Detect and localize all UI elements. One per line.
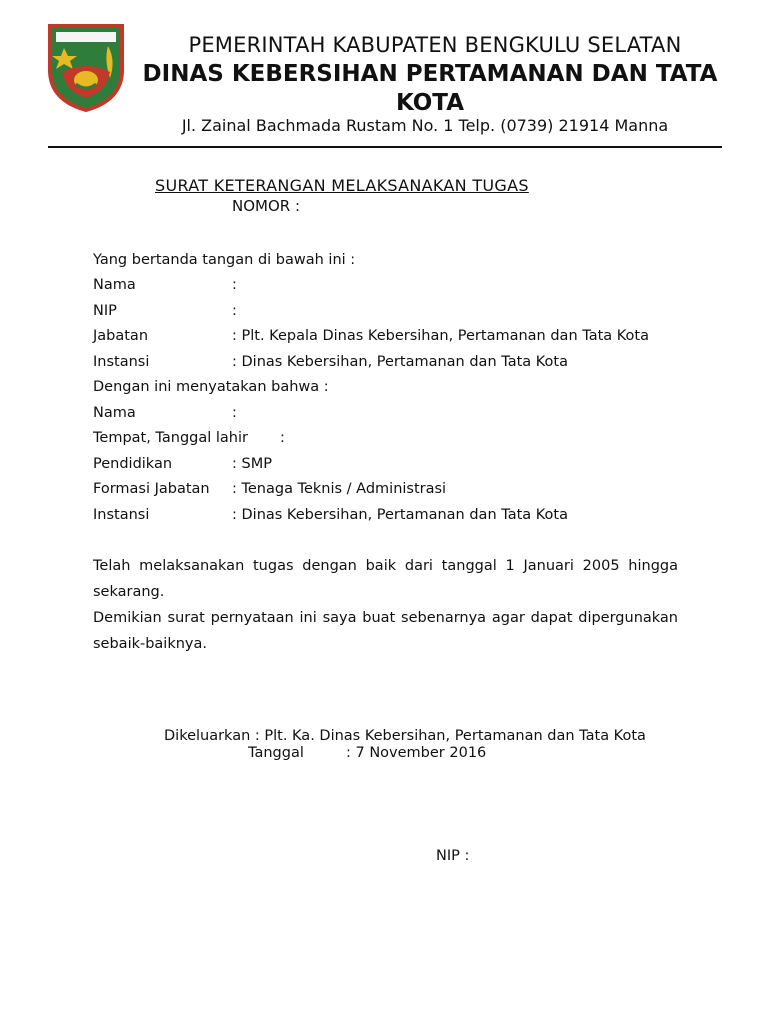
letter-number: NOMOR : bbox=[232, 197, 301, 215]
field-value: : bbox=[232, 303, 237, 319]
field-label: Nama bbox=[93, 277, 136, 293]
field-value: : bbox=[280, 430, 285, 446]
date-label: Tanggal bbox=[248, 745, 304, 761]
field-value: : bbox=[232, 405, 237, 421]
field-value: : bbox=[232, 277, 237, 293]
field-value: : Tenaga Teknis / Administrasi bbox=[232, 481, 447, 497]
intro-text: Yang bertanda tangan di bawah ini : bbox=[93, 252, 356, 268]
field-label: Formasi Jabatan bbox=[93, 481, 210, 497]
field-value: : Dinas Kebersihan, Pertamanan dan Tata Kota bbox=[232, 507, 568, 523]
issue-date bbox=[248, 745, 487, 761]
field-value: : Plt. Kepala Dinas Kebersihan, Pertamanan dan Tata Kota bbox=[232, 328, 649, 344]
field-label: Instansi bbox=[93, 507, 150, 523]
field-value: : SMP bbox=[232, 456, 272, 472]
signature-nip: NIP : bbox=[436, 848, 470, 864]
signer-row-name bbox=[93, 277, 693, 297]
field-label: NIP bbox=[93, 303, 117, 319]
issued-by: Dikeluarkan : Plt. Ka. Dinas Kebersihan, Pertamanan dan Tata Kota bbox=[164, 728, 646, 744]
date-value: : 7 November 2016 bbox=[346, 745, 487, 761]
subject-row-institution bbox=[93, 507, 693, 527]
field-value: : Dinas Kebersihan, Pertamanan dan Tata Kota bbox=[232, 354, 568, 370]
signer-row-position bbox=[93, 328, 693, 348]
field-label: Jabatan bbox=[93, 328, 149, 344]
field-label: Pendidikan bbox=[93, 456, 173, 472]
closing-paragraph: Demikian surat pernyataan ini saya buat sebenarnya agar dapat dipergunakan sebaik-baiknya. bbox=[93, 610, 678, 652]
signer-row-institution bbox=[93, 354, 693, 374]
subject-row-formation bbox=[93, 481, 693, 501]
subject-row-birth bbox=[93, 430, 693, 450]
subject-row-name bbox=[93, 405, 693, 425]
header-agency: DINAS KEBERSIHAN PERTAMANAN DAN TATA KOTA bbox=[142, 61, 718, 116]
header-government: PEMERINTAH KABUPATEN BENGKULU SELATAN bbox=[188, 33, 682, 57]
regency-emblem-icon bbox=[46, 20, 126, 112]
declare-text: Dengan ini menyatakan bahwa : bbox=[93, 379, 329, 395]
signer-row-nip bbox=[93, 303, 693, 323]
field-label: Tempat, Tanggal lahir bbox=[93, 430, 248, 446]
header-divider bbox=[48, 146, 722, 148]
field-label: Nama bbox=[93, 405, 136, 421]
subject-row-education bbox=[93, 456, 693, 476]
letter-title: SURAT KETERANGAN MELAKSANAKAN TUGAS bbox=[155, 176, 529, 195]
statement-paragraph: Telah melaksanakan tugas dengan baik dari tanggal 1 Januari 2005 hingga sekarang. bbox=[93, 558, 678, 600]
field-label: Instansi bbox=[93, 354, 150, 370]
header-address: Jl. Zainal Bachmada Rustam No. 1 Telp. (0739) 21914 Manna bbox=[181, 116, 669, 135]
